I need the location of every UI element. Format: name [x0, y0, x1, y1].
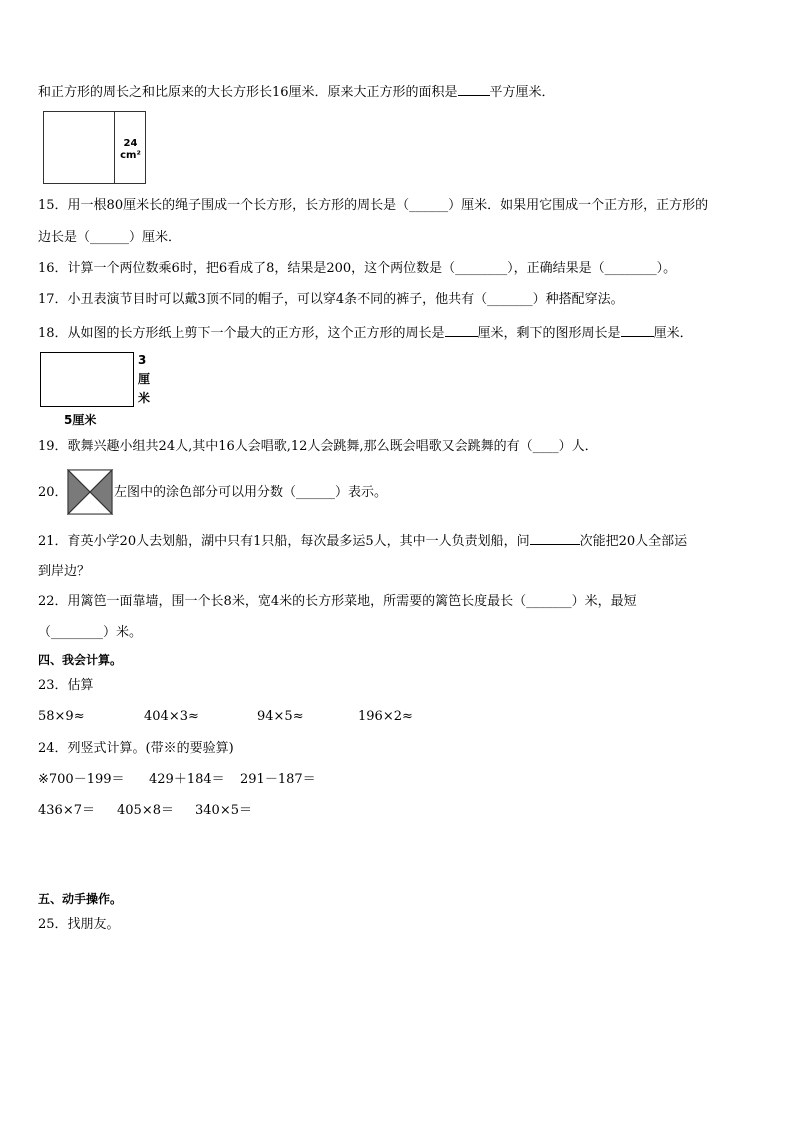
q18-width-label: 5厘米: [64, 413, 97, 427]
q18-blank-1[interactable]: [445, 323, 478, 337]
q23-title: 23．估算: [38, 678, 94, 693]
q18-height-label: 3 厘 米: [138, 353, 151, 405]
q24-item: ※700－199＝: [38, 772, 125, 787]
q20-line: 左图中的涂色部分可以用分数（______）表示。: [114, 485, 388, 500]
q14-fig-area-unit: cm²: [120, 150, 141, 161]
q23-item: 58×9≈: [38, 709, 85, 724]
q23-item: 94×5≈: [257, 709, 304, 724]
q15-line1: 15．用一根80厘米长的绳子围成一个长方形，长方形的周长是（______）厘米．如果用它围成一个正方形，正方形的: [38, 198, 709, 213]
q24-item: 340×5＝: [195, 803, 252, 818]
q18-blank-2[interactable]: [621, 323, 654, 337]
q19-line: 19．歌舞兴趣小组共24人,其中16人会唱歌,12人会跳舞,那么既会唱歌又会跳舞的有（____）人．: [38, 439, 598, 454]
q24-item: 429＋184＝: [149, 772, 225, 787]
q18-rectangle: [40, 352, 134, 407]
section-5-title: 五、动手操作。: [38, 892, 123, 906]
q14-line: 和正方形的周长之和比原来的大长方形长16厘米．原来大正方形的面积是 平方厘米．: [38, 82, 555, 102]
q25-title: 25．找朋友。: [38, 917, 120, 932]
q24-title: 24．列竖式计算。(带※的要验算): [38, 741, 234, 756]
q14-fig-area-value: 24: [123, 138, 138, 149]
q24-item: 405×8＝: [117, 803, 174, 818]
q24-item: 291－187＝: [240, 772, 316, 787]
q22-line2: （________）米。: [38, 625, 143, 640]
q16-line: 16．计算一个两位数乘6时，把6看成了8，结果是200，这个两位数是（________），正确结果是（________）。: [38, 261, 677, 276]
q24-row1: [38, 771, 316, 789]
q24-item: 436×7＝: [38, 803, 95, 818]
q15-line2: 边长是（______）厘米．: [38, 230, 182, 245]
q23-items: [38, 708, 413, 726]
q22-line1: 22．用篱笆一面靠墙，围一个长8米，宽4米的长方形菜地，所需要的篱笆长度最长（_______）米，最短: [38, 594, 637, 609]
q17-line: 17．小丑表演节目时可以戴3顶不同的帽子，可以穿4条不同的裤子，他共有（_______）种搭配穿法。: [38, 292, 624, 307]
q20-square-figure: [67, 469, 113, 515]
q20-number: 20．: [38, 485, 68, 500]
q18-line: 18．从如图的长方形纸上剪下一个最大的正方形，这个正方形的周长是 厘米，剩下的图形周长是 厘米．: [38, 323, 693, 343]
q14-answer-blank[interactable]: [458, 82, 490, 96]
q24-row2: [38, 802, 252, 820]
q14-figure: [43, 111, 146, 184]
section-4-title: 四、我会计算。: [38, 653, 123, 667]
q21-line1: 21．育英小学20人去划船，湖中只有1只船，每次最多运5人，其中一人负责划船，问 次能把20人全部运: [38, 531, 687, 551]
q21-line2: 到岸边？: [38, 564, 91, 579]
q23-item: 404×3≈: [144, 709, 199, 724]
q21-answer-blank[interactable]: [530, 531, 580, 545]
q23-item: 196×2≈: [358, 709, 413, 724]
